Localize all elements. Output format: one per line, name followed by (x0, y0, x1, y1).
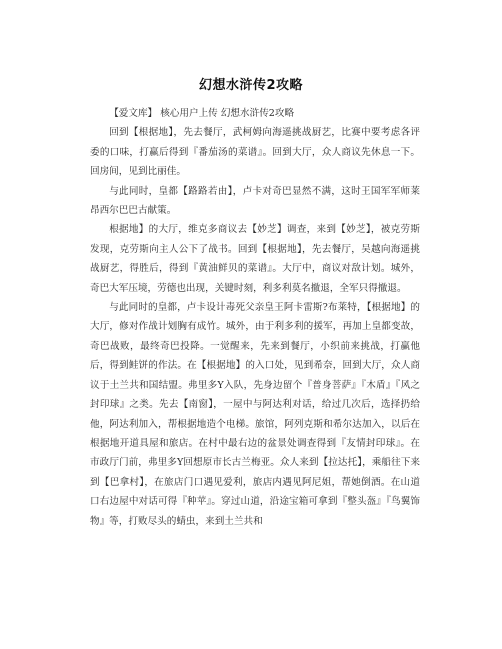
paragraph: 与此同时，皇都【路路若由】，卢卡对奇巴显然不满，这时王国军军师莱昂西尔巴巴古献策。 (90, 185, 420, 217)
paragraph: 与此同时的皇都，卢卡设计毒死父亲皇王阿卡雷斯?布莱特，【根据地】的大厅，修对作战计划胸有成竹。城外，由于利多利的援军，再加上皇都变故，奇巴战败，最终奇巴投降。一觉醒来，先来到餐厅，小织前来挑战，打赢他后，得到鲑饼的作法。在【根据地】的入口处，见到希奈，回到大厅，众人商议于土兰共和国结盟。弗里多Y入队，先身边留个『普身菩萨』『木盾』『风之封印球』之类。先去【南窗】，一屋中与阿达利对话，给过几次后，选择扔给他，阿达利加入，帮根据地造个电梯。旅馆，阿列克斯和希尔达加入，以后在根据地开道具屋和旅店。在村中最右边的盆景处调查得到『友情封印球』。在市政厅门前，弗里多Y回想原市长古兰梅亚。众人来到【拉达托】，乘船往下来到【巴拿村】，在旅店门口遇见爱利，旅店内遇见阿尼姐，帮她倒酒。在山道口右边屋中对话可得『种苹』。穿过山道，沿途宝箱可拿到『整头盔』『鸟翼饰物』等，打败尽头的蜻虫，来到土兰共和 (90, 302, 420, 527)
paragraph: 回到【根据地】，先去餐厅，武柯姆向海遥挑战厨艺，比赛中要考虑各评委的口味，打赢后得到『番茄汤的菜谱』。回到大厅，众人商议先休息一下。回房间，见到比丽佳。 (90, 127, 420, 178)
paragraph: 根据地】的大厅，维克多商议去【妙芝】调查，来到【妙芝】，被克劳斯发现，克劳斯向主人公下了战书。回到【根据地】，先去餐厅，吴越向海遥挑战厨艺，得胜后，得到『黄油鲜贝的菜谱』。大厅中，商议对敌计划。城外，奇巴大军压境，劳德也出现，关键时刻，利多利莫名撤退，全军只得撤退。 (90, 224, 420, 294)
document-body (90, 104, 420, 531)
paragraph: 【爱文库】 核心用户上传 幻想水浒传2攻略 (109, 108, 295, 119)
document-title: 幻想水浒传2攻略 (198, 78, 304, 93)
